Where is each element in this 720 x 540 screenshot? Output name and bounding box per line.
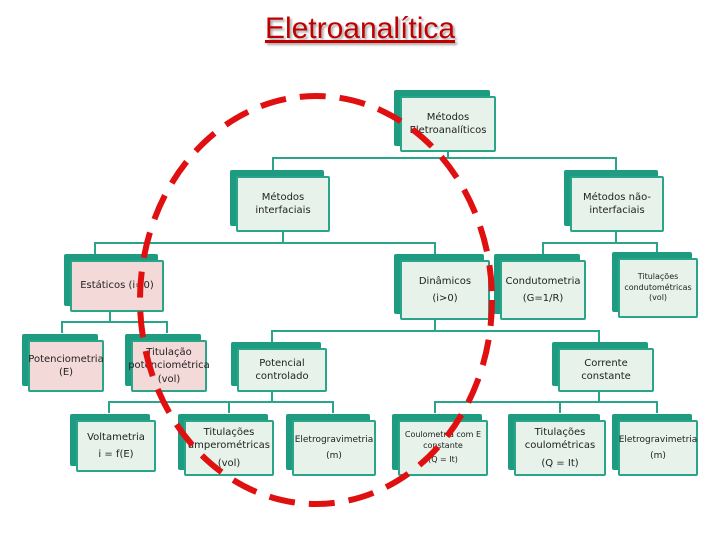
node-label: Condutometria	[505, 275, 581, 287]
node-label: Estáticos (i=0)	[80, 280, 154, 292]
node-sublabel: (m)	[650, 451, 666, 461]
node-sublabel: (Q = It)	[428, 455, 458, 465]
node-label: Potenciometria (E)	[28, 353, 104, 378]
node-label: Métodos interfaciais	[255, 191, 311, 216]
node-label: Potencial controlado	[255, 357, 309, 382]
node-label: Dinâmicos	[418, 275, 472, 287]
node-sublabel: (i>0)	[432, 293, 458, 304]
node-sublabel: (Q = It)	[541, 457, 579, 469]
node-label: Titulação potenciométrica (vol)	[128, 346, 210, 385]
node-label: Titulações condutométricas (vol)	[624, 271, 692, 303]
node-label: Titulações coulométricas	[524, 426, 596, 452]
page-title: Eletroanalítica	[264, 12, 456, 45]
node-sublabel: (m)	[326, 451, 342, 461]
node-sublabel: (vol)	[217, 457, 241, 469]
node-label: Eletrogravimetria	[294, 434, 374, 445]
node-label: Corrente constante	[581, 357, 631, 382]
node-label: Coulometria com E constante	[404, 429, 482, 450]
node-label: Eletrogravimetria	[618, 434, 698, 445]
node-label: Titulações amperométricas	[188, 426, 270, 452]
node-label: Métodos não-interfaciais	[582, 191, 652, 216]
node-label: Métodos Eletroanalíticos	[409, 111, 487, 136]
node-label: Voltametria	[87, 431, 145, 443]
node-sublabel: (G=1/R)	[522, 293, 564, 304]
node-sublabel: i = f(E)	[98, 449, 134, 460]
